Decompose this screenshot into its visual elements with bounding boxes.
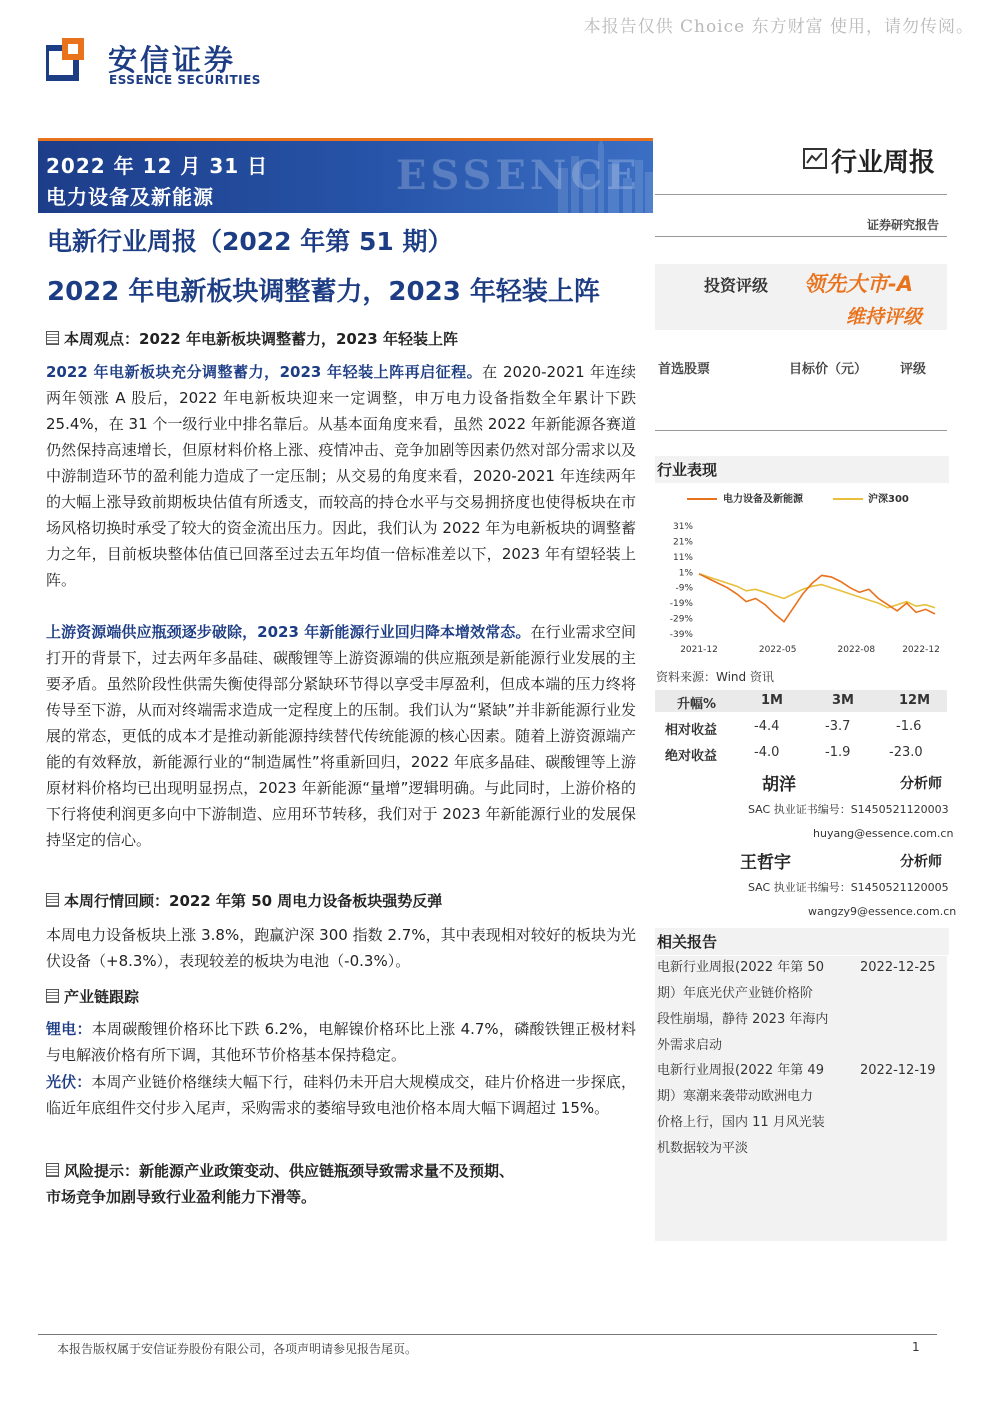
perf-header-label: 升幅% xyxy=(677,697,717,712)
chart-icon xyxy=(803,148,827,169)
legend-swatch-sector xyxy=(687,498,717,500)
section-heading-review: 本周行情回顾：2022 年第 50 周电力设备板块强势反弹 xyxy=(46,890,442,911)
y-tick-label: 11% xyxy=(672,552,693,563)
analyst-name: 王哲宇 xyxy=(740,853,791,873)
y-tick-label: 31% xyxy=(672,522,693,532)
divider xyxy=(655,430,947,431)
chart-source: 资料来源：Wind 资讯 xyxy=(656,670,774,684)
y-tick-label: 1% xyxy=(678,568,693,579)
rating-col-header: 评级 xyxy=(900,362,927,377)
perf-header-3m: 3M xyxy=(832,693,854,708)
rating-value: 领先大市-A xyxy=(804,272,913,296)
section-heading-chain: 产业链跟踪 xyxy=(46,986,139,1007)
x-tick-label: 2022-12 xyxy=(902,645,940,655)
industry-name: 电力设备及新能源 xyxy=(46,185,214,209)
rating-label: 投资评级 xyxy=(704,276,769,295)
analyst-email[interactable]: huyang@essence.com.cn xyxy=(813,827,954,840)
industry-performance-chart xyxy=(655,484,947,660)
report-headline: 2022 年电新板块调整蓄力，2023 年轻装上阵 xyxy=(47,277,600,307)
section-bullet-icon xyxy=(46,893,59,907)
perf-cell: -1.6 xyxy=(896,719,922,734)
legend-swatch-csi300 xyxy=(833,498,863,500)
section-bullet-icon xyxy=(46,331,59,345)
watermark-text: 本报告仅供 Choice 东方财富 使用，请勿传阅。 xyxy=(583,17,974,37)
perf-cell: -4.0 xyxy=(754,745,780,760)
paragraph-view-1: 2022 年电新板块充分调整蓄力，2023 年轻装上阵再启征程。在 2020-2021 年连续两年领涨 A 股后，2022 年电新板块迎来一定调整，申万电力设备指数全年累计下跌 25.4%，在 31 个一级行业中排名靠后。从基本面角度来看，虽然 2022 年新能源各赛道仍然保持高速增长，但原材料价格上涨、疫情冲击、竞争加剧等因素仍然对部分需求以及中游制造环节的盈利能力造成了一定压制；从交易的角度来看，2020-2021 年连续两年的大幅上涨导致前期板块估值有所透支，而较高的持仓水平与交易拥挤度也使得板块在市场风格切换时承受了较大的资金流出压力。因此，我们认为 2022 年为电新板块的调整蓄力之年，目前板块整体估值已回落至过去五年均值一倍标准差以下，2023 年有望轻装上阵。 xyxy=(46,363,636,589)
section-bullet-icon xyxy=(46,1163,59,1177)
divider xyxy=(655,194,947,195)
legend-label-csi300: 沪深300 xyxy=(868,494,909,505)
analyst-cert: SAC 执业证书编号：S1450521120003 xyxy=(748,803,949,816)
logo-name-cn: 安信证券 xyxy=(108,43,237,77)
y-tick-label: -39% xyxy=(669,630,693,640)
stock-col-header: 首选股票 xyxy=(658,362,711,377)
footer-disclaimer: 本报告版权属于安信证券股份有限公司，各项声明请参见报告尾页。 xyxy=(57,1342,418,1356)
essence-logo-icon xyxy=(46,38,94,86)
x-tick-label: 2022-05 xyxy=(758,645,797,655)
perf-cell: -23.0 xyxy=(889,745,923,760)
paragraph-review: 本周电力设备板块上涨 3.8%，跑赢沪深 300 指数 2.7%，其中表现相对较好的板块为光伏设备（+8.3%），表现较差的板块为电池（-0.3%）。 xyxy=(46,926,636,970)
series-line-sector xyxy=(699,574,935,622)
related-report-link[interactable]: 电新行业周报(2022 年第 49 期）寒潮来袭带动欧洲电力 价格上行，国内 11 月风光装 机数据较为平淡 xyxy=(657,1063,825,1156)
related-report-date: 2022-12-19 xyxy=(860,1063,936,1078)
perf-cell: -1.9 xyxy=(825,745,851,760)
y-tick-label: -19% xyxy=(669,599,693,610)
perf-cell: -4.4 xyxy=(754,719,780,734)
perf-cell: -3.7 xyxy=(825,719,851,734)
related-reports-heading: 相关报告 xyxy=(655,928,949,955)
y-tick-label: -29% xyxy=(669,614,693,625)
perf-row-label: 相对收益 xyxy=(665,723,718,738)
x-tick-label: 2021-12 xyxy=(680,645,718,655)
y-tick-label: -9% xyxy=(675,583,693,594)
footer-divider xyxy=(38,1334,937,1335)
analyst-email[interactable]: wangzy9@essence.com.cn xyxy=(808,905,957,918)
report-date: 2022 年 12 月 31 日 xyxy=(46,154,269,178)
section-heading-view: 本周观点：2022 年电新板块调整蓄力，2023 年轻装上阵 xyxy=(46,328,458,349)
perf-row-label: 绝对收益 xyxy=(665,749,718,764)
industry-performance-heading: 行业表现 xyxy=(655,456,949,483)
x-tick-label: 2022-08 xyxy=(837,645,876,655)
related-report-date: 2022-12-25 xyxy=(860,960,936,975)
analyst-title: 分析师 xyxy=(900,854,942,870)
paragraph-pv: 光伏：本周产业链价格继续大幅下行，硅料仍未开启大规模成交，硅片价格进一步探底，临近年底组件交付步入尾声，采购需求的萎缩导致电池价格本周大幅下调超过 15%。 xyxy=(46,1073,636,1117)
analyst-title: 分析师 xyxy=(900,776,942,792)
related-report-link[interactable]: 电新行业周报(2022 年第 50 期）年底光伏产业链价格阶 段性崩塌，静待 2023 年海内 外需求启动 xyxy=(657,960,829,1053)
divider xyxy=(655,236,947,237)
report-type xyxy=(803,142,935,179)
perf-header-12m: 12M xyxy=(899,693,931,708)
y-tick-label: 21% xyxy=(672,537,693,548)
report-type-label: 行业周报 xyxy=(831,148,936,178)
logo-name-en: ESSENCE SECURITIES xyxy=(109,73,261,87)
paragraph-lithium: 锂电：本周碳酸锂价格环比下跌 6.2%，电解镍价格环比上涨 4.7%，磷酸铁锂正极材料与电解液价格有所下调，其他环节价格基本保持稳定。 xyxy=(46,1020,636,1064)
legend-label-sector: 电力设备及新能源 xyxy=(723,494,803,505)
analyst-cert: SAC 执业证书编号：S1450521120005 xyxy=(748,881,949,894)
report-title: 电新行业周报（2022 年第 51 期） xyxy=(47,227,453,256)
page-number: 1 xyxy=(912,1340,920,1354)
banner-accent-line xyxy=(38,138,653,141)
perf-header-1m: 1M xyxy=(761,693,783,708)
section-risk: 风险提示：新能源产业政策变动、供应链瓶颈导致需求量不及预期、 市场竞争加剧导致行业盈利能力下滑等。 xyxy=(46,1162,515,1206)
target-price-col-header: 目标价（元） xyxy=(789,362,868,377)
report-subtype: 证券研究报告 xyxy=(866,218,939,232)
rating-maintain: 维持评级 xyxy=(846,306,923,328)
banner-watermark-text: ESSENCE xyxy=(396,152,641,199)
paragraph-view-2: 上游资源端供应瓶颈逐步破除，2023 年新能源行业回归降本增效常态。在行业需求空间打开的背景下，过去两年多晶硅、碳酸锂等上游资源端的供应瓶颈是新能源行业发展的主要矛盾。虽然阶段性供需失衡使得部分紧缺环节得以享受丰厚盈利，但成本端的压力终将传导至下游，从而对终端需求造成一定程度上的压制。我们认为“紧缺”并非新能源行业发展的常态，更低的成本才是推动新能源持续替代传统能源的核心因素。随着上游资源端产能的有效释放，新能源行业的“制造属性”将重新回归，2022 年底多晶硅、碳酸锂等上游原材料价格均已出现明显拐点，2023 年新能源“量增”逻辑明确。与此同时，上游价格的下行将使利润更多向中下游制造、应用环节转移，我们对于 2023 年新能源行业的发展保持坚定的信心。 xyxy=(46,623,636,849)
analyst-name: 胡洋 xyxy=(762,775,796,795)
section-bullet-icon xyxy=(46,989,59,1003)
